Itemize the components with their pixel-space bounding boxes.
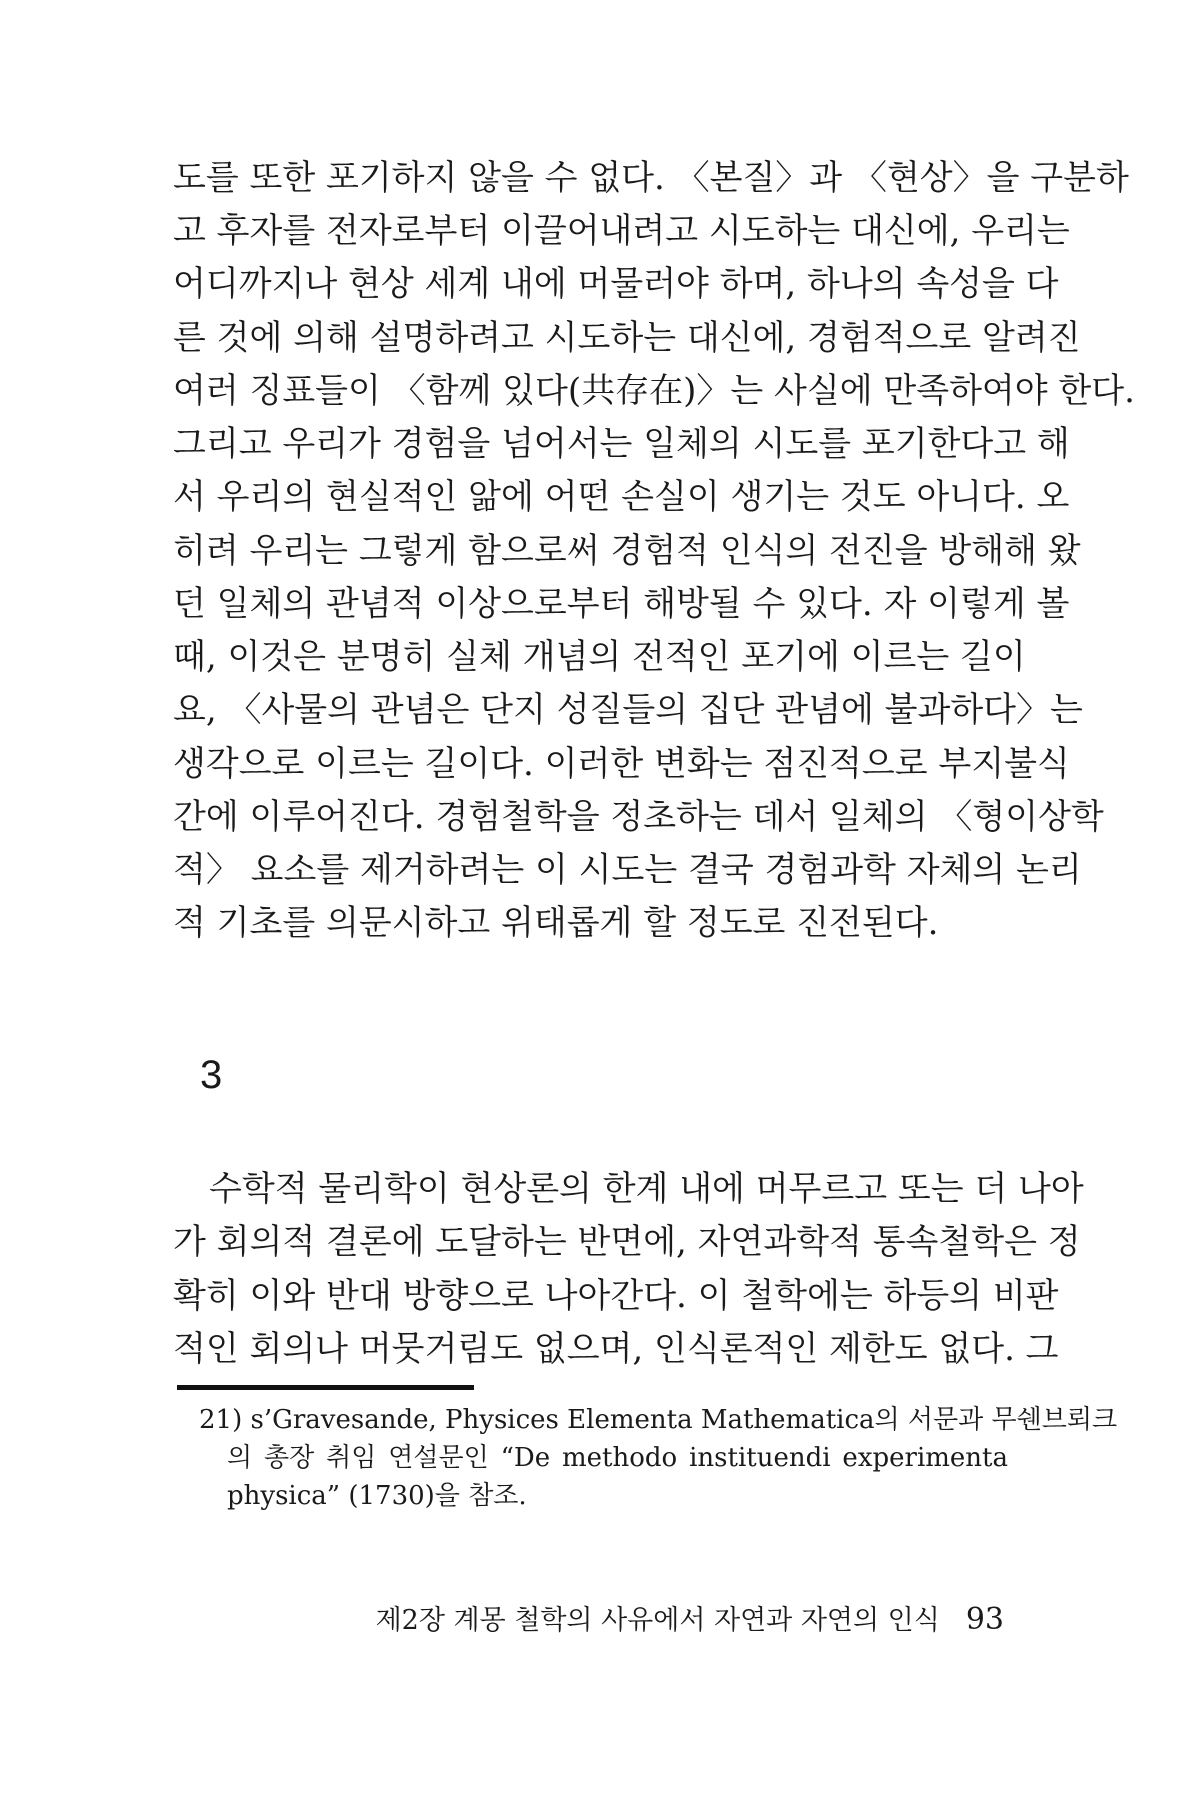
text-line: 그리고 우리가 경험을 넘어서는 일체의 시도를 포기한다고 해 — [173, 424, 1070, 464]
text-line: 적인 회의나 머뭇거림도 없으며, 인식론적인 제한도 없다. 그 — [173, 1329, 1059, 1369]
text-line: 가 회의적 결론에 도달하는 반면에, 자연과학적 통속철학은 정 — [173, 1222, 1081, 1262]
footnote-divider — [177, 1385, 474, 1390]
footnote-line: physica” (1730)을 참조. — [227, 1481, 527, 1511]
text-line: 적 기초를 의문시하고 위태롭게 할 정도로 진전된다. — [173, 903, 939, 943]
text-line: 서 우리의 현실적인 앎에 어떤 손실이 생기는 것도 아니다. 오 — [173, 477, 1070, 517]
text-line: 던 일체의 관념적 이상으로부터 해방될 수 있다. 자 이렇게 볼 — [173, 584, 1070, 624]
text-line: 때, 이것은 분명히 실체 개념의 전적인 포기에 이르는 길이 — [173, 637, 1026, 677]
text-line: 른 것에 의해 설명하려고 시도하는 대신에, 경험적으로 알려진 — [173, 318, 1081, 358]
text-line: 생각으로 이르는 길이다. 이러한 변화는 점진적으로 부지불식 — [173, 744, 1070, 784]
text-line: 어디까지나 현상 세계 내에 머물러야 하며, 하나의 속성을 다 — [173, 264, 1059, 304]
text-line: 수학적 물리학이 현상론의 한계 내에 머무르고 또는 더 나아 — [209, 1169, 1084, 1209]
text-line: 요, 〈사물의 관념은 단지 성질들의 집단 관념에 불과하다〉는 — [173, 690, 1083, 730]
text-line: 도를 또한 포기하지 않을 수 없다. 〈본질〉과 〈현상〉을 구분하 — [173, 158, 1129, 198]
text-line: 적〉 요소를 제거하려는 이 시도는 결국 경험과학 자체의 논리 — [173, 850, 1082, 890]
text-line: 히려 우리는 그렇게 함으로써 경험적 인식의 전진을 방해해 왔 — [173, 531, 1081, 571]
section-number: 3 — [200, 1053, 223, 1097]
page-number: 93 — [965, 1602, 1004, 1637]
text-line: 여러 징표들이 〈함께 있다(共存在)〉는 사실에 만족하여야 한다. — [173, 371, 1135, 411]
text-line: 확히 이와 반대 방향으로 나아간다. 이 철학에는 하등의 비판 — [173, 1276, 1059, 1316]
footnote-line: 21) s’Gravesande, Physices Elementa Mathematica의 서문과 무쉔브뢰크 — [199, 1405, 1118, 1435]
text-line: 고 후자를 전자로부터 이끌어내려고 시도하는 대신에, 우리는 — [173, 211, 1070, 251]
running-head: 제2장 계몽 철학의 사유에서 자연과 자연의 인식 — [375, 1605, 940, 1636]
page-footer — [375, 1598, 1004, 1638]
text-line: 간에 이루어진다. 경험철학을 정초하는 데서 일체의 〈형이상학 — [173, 797, 1104, 837]
footnote-line: 의 총장 취임 연설문인 “De methodo instituendi experimenta — [227, 1443, 1008, 1473]
